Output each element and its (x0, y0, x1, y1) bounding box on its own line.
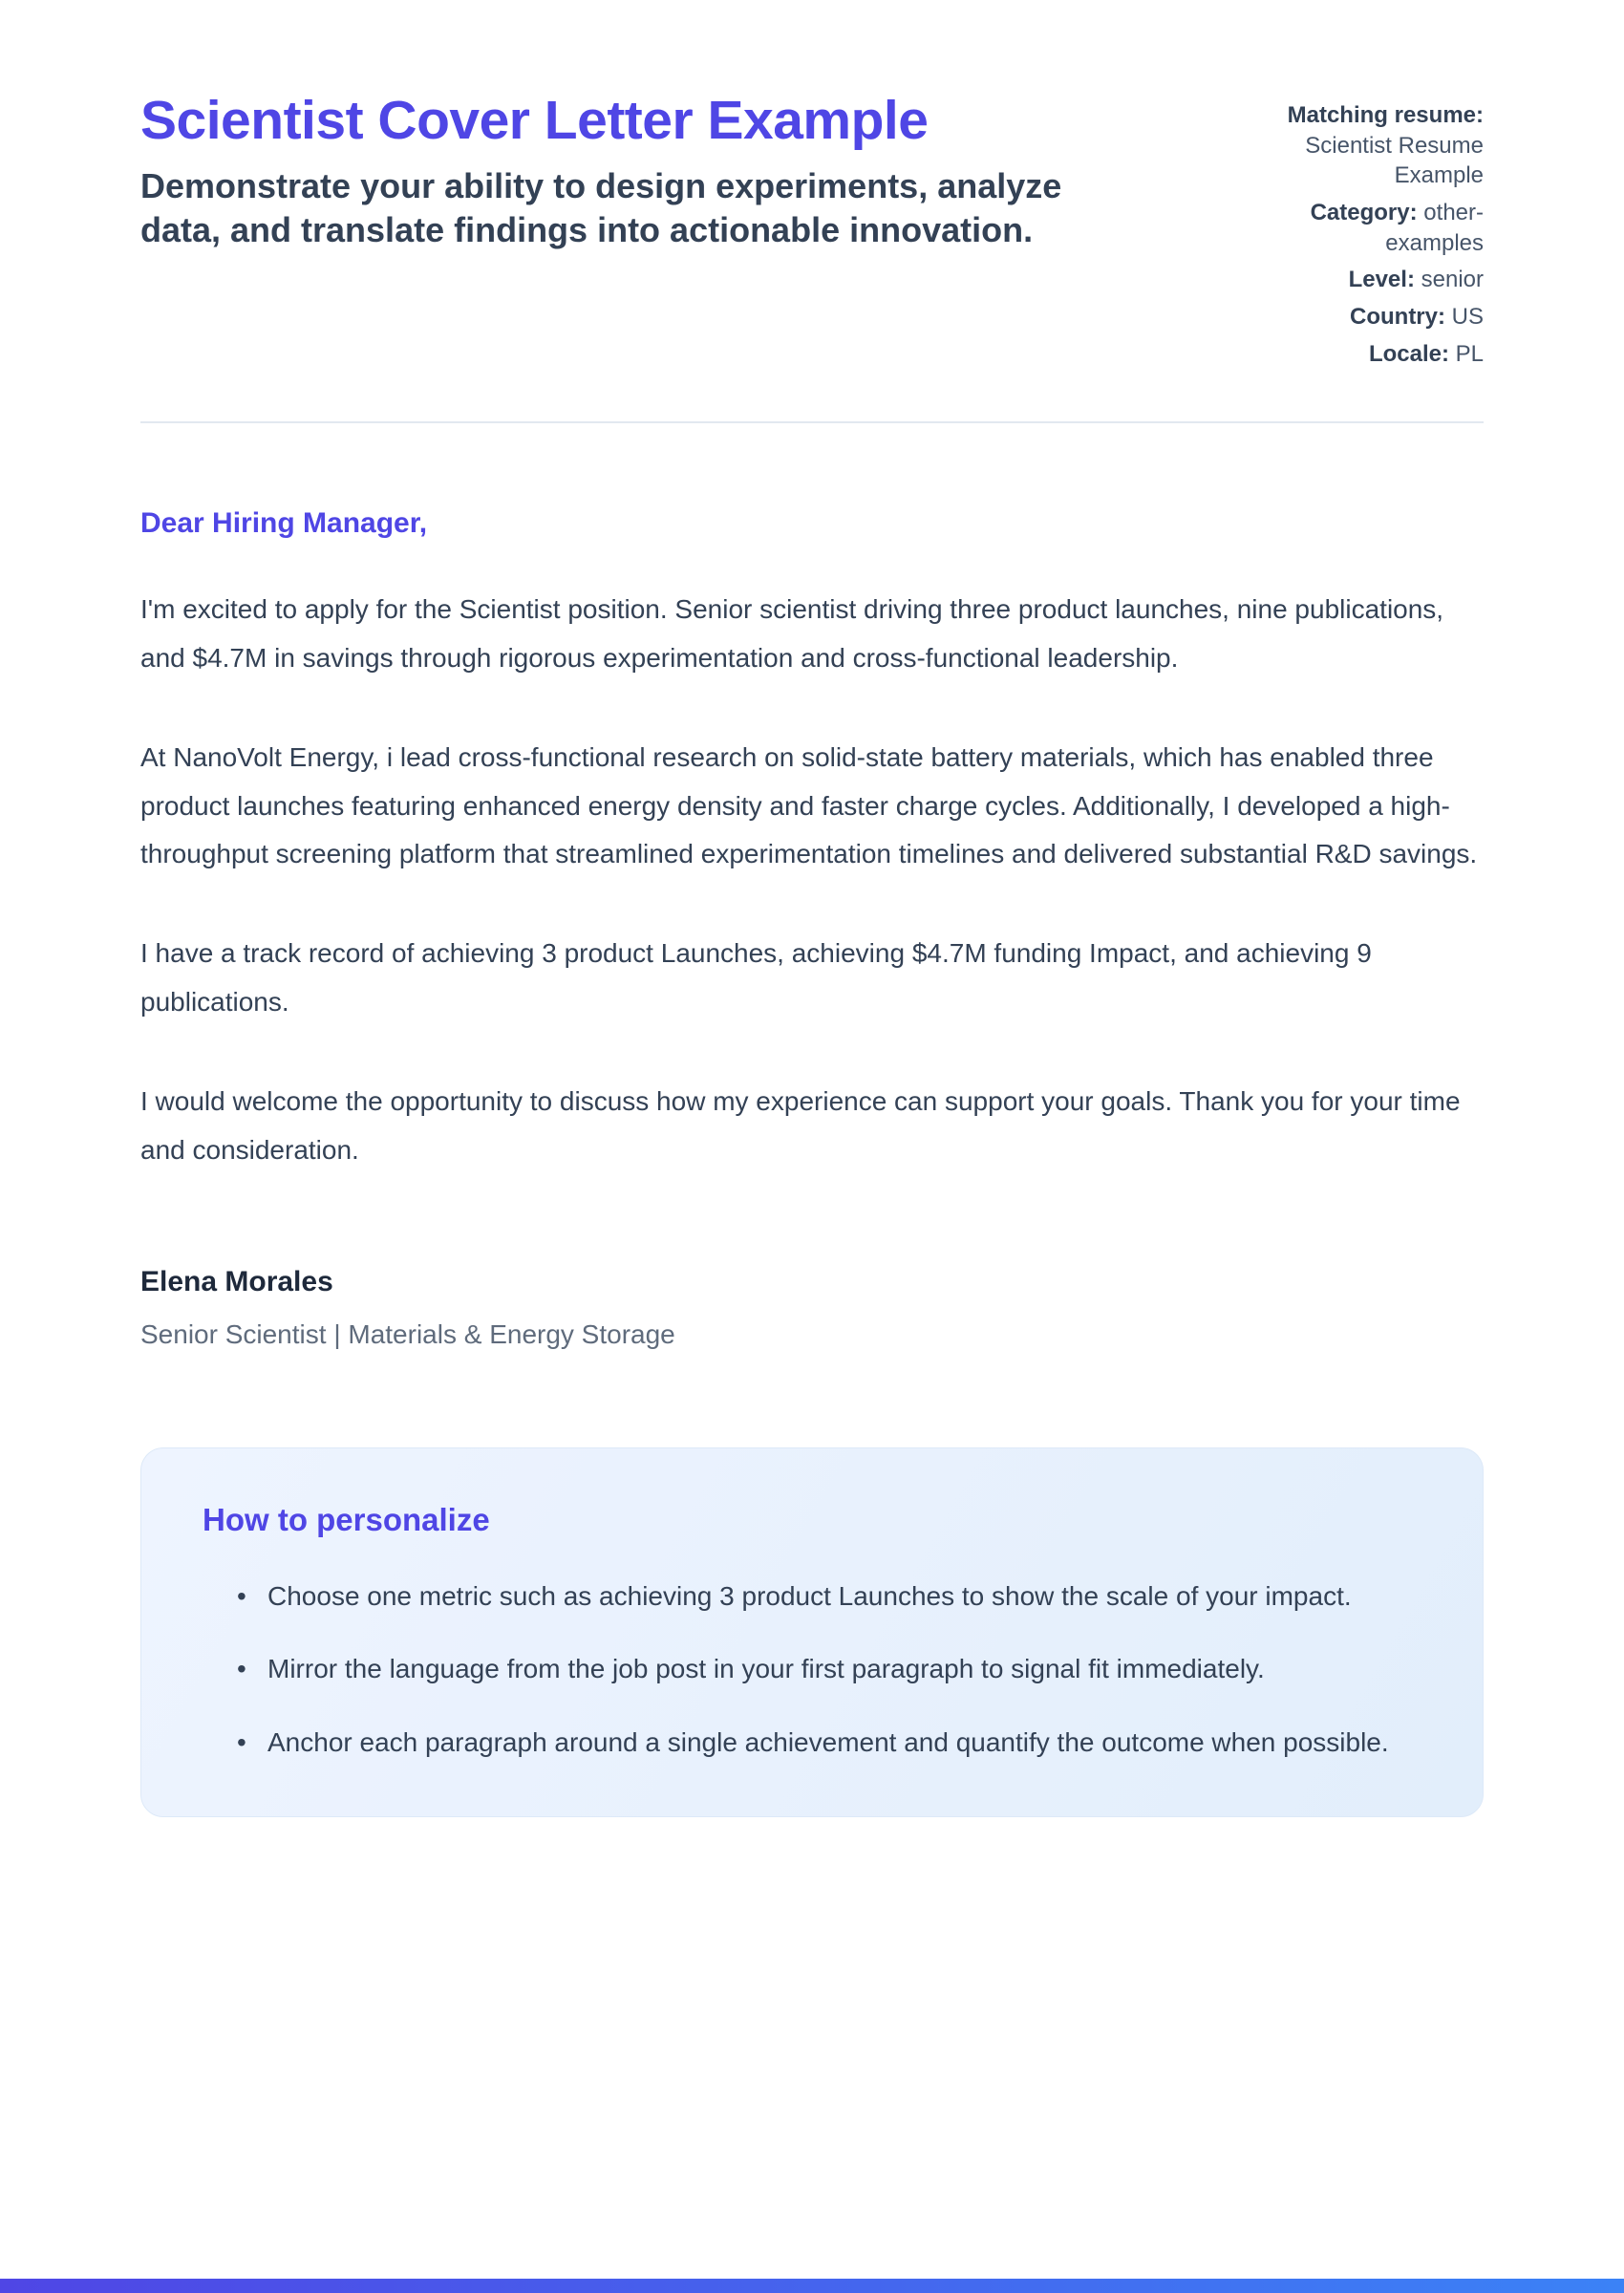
meta-row-matching-resume (1224, 100, 1484, 191)
meta-value: senior (1421, 267, 1484, 293)
meta-row-locale (1224, 339, 1484, 370)
page-title: Scientist Cover Letter Example (140, 90, 929, 151)
meta-value: PL (1455, 340, 1484, 367)
meta-value: US (1451, 304, 1484, 331)
meta-value: other-examples (1385, 200, 1484, 256)
signature-title: Senior Scientist | Materials & Energy Storage (140, 1318, 675, 1349)
meta-row-category (1224, 198, 1484, 258)
meta-row-country (1224, 302, 1484, 332)
meta-label: Matching resume: (1287, 102, 1484, 128)
page-subtitle: Demonstrate your ability to design experiments, analyze data, and translate findings into actionable innovation. (140, 165, 1062, 249)
tips-item: • Choose one metric such as achieving 3 product Launches to show the scale of your impact. (237, 1573, 1421, 1620)
page-container (140, 0, 1484, 1817)
meta-label: Level: (1348, 267, 1415, 293)
title-block (140, 91, 1115, 252)
meta-label: Locale: (1368, 340, 1449, 367)
meta-label: Category: (1310, 200, 1418, 226)
letter-paragraph: I'm excited to apply for the Scientist position. Senior scientist driving three product launches, nine publications, and $4.7M in savings through rigorous experimentation and cross-functional leadership. (140, 594, 1444, 673)
meta-value: Scientist Resume Example (1305, 132, 1484, 189)
signature-name: Elena Morales (140, 1265, 333, 1297)
header-divider (140, 421, 1484, 423)
page-header (140, 91, 1484, 375)
meta-label: Country: (1350, 304, 1445, 331)
tips-card (140, 1447, 1484, 1817)
signature-block (140, 1266, 1484, 1350)
letter-paragraph: I have a track record of achieving 3 product Launches, achieving $4.7M funding Impact, and achieving 9 publications. (140, 938, 1372, 1017)
tips-list (203, 1573, 1421, 1767)
tips-item: • Anchor each paragraph around a single achievement and quantify the outcome when possible. (237, 1719, 1421, 1767)
letter-paragraph: At NanoVolt Energy, i lead cross-functional research on solid-state battery materials, which has enabled three product launches featuring enhanced energy density and faster charge cycles. Additionally, I developed a high-throughput screening platform that streamlined experimentation timelines and delivered substantial R&D savings. (140, 742, 1478, 868)
meta-row-level (1224, 265, 1484, 295)
tips-item: • Mirror the language from the job post in your first paragraph to signal fit immediately. (237, 1645, 1421, 1693)
tips-heading: How to personalize (203, 1501, 490, 1537)
salutation: Dear Hiring Manager, (140, 507, 428, 540)
letter-paragraph: I would welcome the opportunity to discuss how my experience can support your goals. Thank you for your time and consideration. (140, 1086, 1461, 1165)
letter-body (140, 507, 1484, 1350)
footer-accent-bar (0, 2279, 1624, 2293)
meta-section (1224, 91, 1484, 375)
